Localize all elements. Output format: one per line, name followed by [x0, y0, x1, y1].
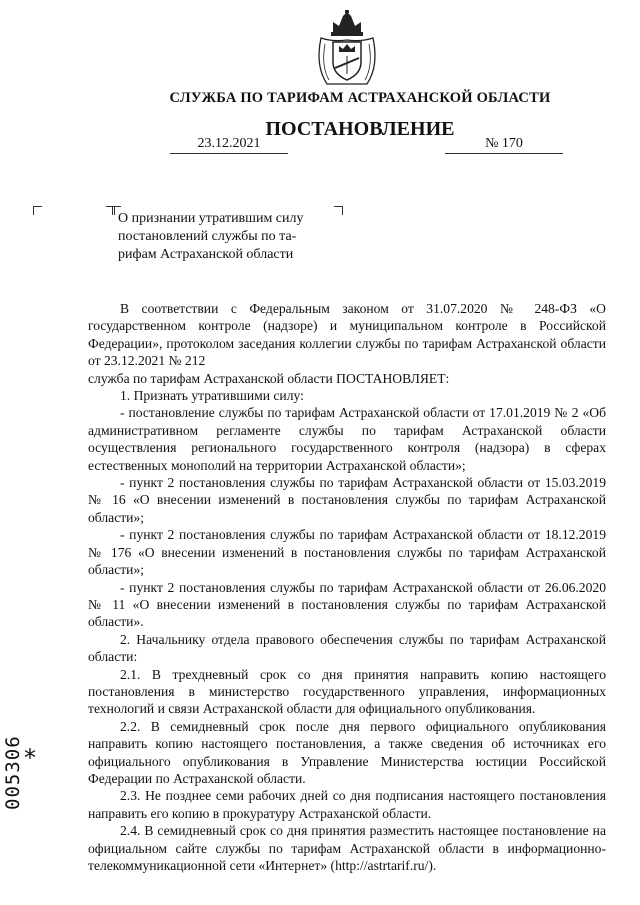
clause-paragraph: 1. Признать утратившими силу: [120, 388, 304, 404]
coat-of-arms-emblem [299, 8, 395, 90]
preamble-paragraph: В соответствии с Федеральным законом от 31.07.2020 № 248-ФЗ «О государственном контроле (надзоре) и муниципальном контроле в Российской Федерации», протоколом заседания коллегии службы по тарифам Астраханской области от 23.12.2021 № 212 [88, 301, 606, 369]
margin-star-mark: * [24, 744, 36, 772]
clause-paragraph: - пункт 2 постановления службы по тарифам Астраханской области от 18.12.2019 № 176 «О внесении изменений в постановления службы по тарифам Астраханской области»; [88, 527, 606, 578]
subject-line: постановлений службы по та- [118, 229, 297, 244]
clause-paragraph: 2.2. В семидневный срок после дня первого официального опубликования направить копию настоящего постановления, а также сведения об источниках его официального опубликования в Управление Министерства юстиции Российской Федерации по Астраханской области. [88, 718, 606, 786]
document-number: № 170 [445, 136, 563, 154]
agency-name: СЛУЖБА ПО ТАРИФАМ АСТРАХАНСКОЙ ОБЛАСТИ [169, 90, 551, 106]
registry-number: 005306 [2, 735, 24, 810]
clause-paragraph: 2.3. Не позднее семи рабочих дней со дня подписания настоящего постановления направить его копию в прокуратуру Астраханской области. [88, 788, 606, 821]
subject-line: рифам Астраханской области [118, 247, 294, 262]
clause-paragraph: 2.1. В трехдневный срок со дня принятия направить копию настоящего постановления в министерство государственного управления, информационных технологий и связи Астраханской области для официального опубликования. [88, 666, 606, 717]
document-subject [118, 210, 318, 264]
clause-paragraph: 2.4. В семидневный срок со дня принятия разместить настоящее постановление на официальном сайте службы по тарифам Астраханской области в информационно-телекоммуникационной сети «Интернет» (http://astrtarif.ru/). [88, 823, 606, 873]
document-body [88, 300, 606, 874]
clause-paragraph: - пункт 2 постановления службы по тарифам Астраханской области от 26.06.2020 № 11 «О внесении изменений в постановления службы по тарифам Астраханской области». [88, 579, 606, 630]
clause-paragraph: - пункт 2 постановления службы по тарифам Астраханской области от 15.03.2019 № 16 «О внесении изменений в постановления службы по тарифам Астраханской области»; [88, 475, 606, 525]
clause-paragraph: 2. Начальнику отдела правового обеспечения службы по тарифам Астраханской области: [88, 631, 606, 665]
resolution-paragraph: служба по тарифам Астраханской области ПОСТАНОВЛЯЕТ: [88, 370, 450, 386]
subject-line: О признании утратившим силу [118, 211, 304, 226]
document-date: 23.12.2021 [170, 136, 288, 154]
clause-paragraph: - постановление службы по тарифам Астраханской области от 17.01.2019 № 2 «Об административном регламенте службы по тарифам Астраханской области осуществления регионального государственного контроля (надзора) в сферах естественных монополий на территории Астраханской области»; [88, 405, 606, 473]
document-type: ПОСТАНОВЛЕНИЕ [265, 118, 455, 140]
corner-mark [33, 206, 42, 215]
corner-mark [334, 206, 343, 215]
